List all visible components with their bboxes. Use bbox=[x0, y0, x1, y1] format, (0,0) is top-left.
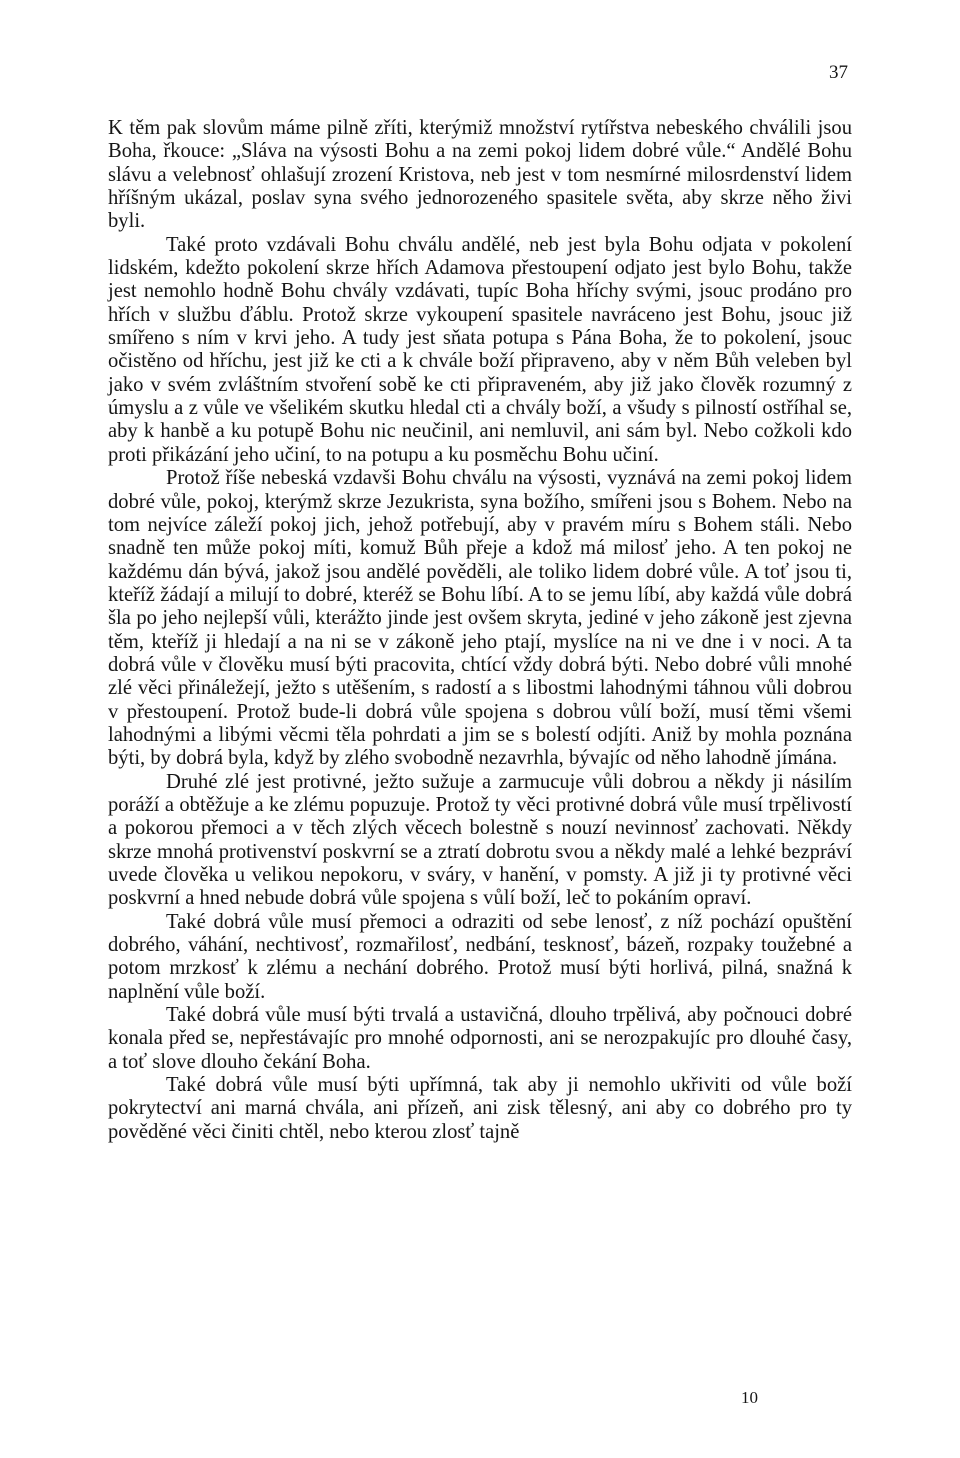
body-text bbox=[108, 117, 852, 1144]
signature-mark: 10 bbox=[741, 1388, 758, 1407]
paragraph: Také dobrá vůle musí přemoci a odraziti od sebe lenosť, z níž pochází opuštění dobrého, váhání, nechtivosť, rozmařilosť, nedbání, tesknosť, bázeň, rozpaky toužebné a potom mrzkosť k zlému a nechání dobrého. Protož musí býti horlivá, pilná, snažná k naplnění vůle boží. bbox=[108, 910, 852, 1003]
paragraph: Druhé zlé jest protivné, ježto sužuje a zarmucuje vůli dobrou a někdy ji násilím poráží a obtěžuje a ke zlému popuzuje. Protož ty věci protivné dobrá vůle musí trpělivostí a pokorou přemoci a v těch zlých věcech bolestně s nouzí nevinnosť zachovati. Někdy skrze mnohá protivenství poskvrní se a ztratí dobrotu svou a někdy malé a lehké bezpráví uvede člověka u velikou nepokoru, v sváry, v hanění, v pomsty. A již ji ty protivné věci poskvrní a hned nebude dobrá vůle spojena s vůlí boží, leč to pokáním opraví. bbox=[108, 770, 852, 910]
paragraph: Také dobrá vůle musí býti upřímná, tak aby ji nemohlo ukřiviti od vůle boží pokrytectví ani marná chvála, ani přízeň, ani zisk tělesný, ani aby co dobrého pro ty pověděné věci činiti chtěl, nebo kterou zlosť tajně bbox=[108, 1074, 852, 1143]
paragraph: Také dobrá vůle musí býti trvalá a ustavičná, dlouho trpělivá, aby počnouci dobré konala před se, nepřestávajíc pro mnohé odpornosti, ani se nerozpakujíc pro dlouhé časy, a toť slove dlouho čekání Boha. bbox=[108, 1004, 852, 1073]
paragraph: Také proto vzdávali Bohu chválu andělé, neb jest byla Bohu odjata v pokolení lidském, kdežto pokolení skrze hřích Adamova přestoupení odjato jest bylo Bohu, takže jest nemohlo hodně Bohu chvály vzdávati, tupíc Boha hříchy svými, jsouc prodáno pro hřích v službu ďáblu. Protož skrze vykoupení spasitele navráceno jest Bohu, jsouc již smířeno s ním v krvi jeho. A tudy jest sňata potupa s Pána Boha, že to pokolení, jsouc očistěno od hříchu, jest již ke cti a k chvále boží připraveno, aby v něm Bůh veleben byl jako v svém zvláštním stvoření sobě ke cti připraveném, aby již jako člověk rozumný z úmyslu a z vůle ve všelikém skutku hledal cti a chvály boží, a všudy s pilností ostříhal se, aby k hanbě a ku potupě Bohu nic neučinil, ani nemluvil, ani sám byl. Nebo cožkoli kdo proti přikázání jeho učiní, to na potupu a ku posměchu Bohu učiní. bbox=[108, 233, 852, 466]
paragraph: Protož říše nebeská vzdavši Bohu chválu na výsosti, vyznává na zemi pokoj lidem dobré vůle, pokoj, kterýmž skrze Jezukrista, syna božího, smířeni jsou s Bohem. Nebo na tom nejvíce záleží pokoj jich, jehož potřebují, aby v pravém míru s Bohem stáli. Nebo snadně ten může pokoj míti, komuž Bůh přeje a kdož má milosť jeho. A ten pokoj ne každému dán bývá, jakož jsou andělé pověděli, ale toliko lidem dobré vůle. A toť jsou ti, kteříž žádají a milují to dobré, kteréž se Bohu líbí. A to se jemu líbí, aby každá vůle dobrá šla po jeho nejlepší vůli, kterážto jinde jest ovšem skryta, jediné v jeho zákoně jest zjevna těm, kteříž ji hledají a na ni se v zákoně jeho ptají, myslíce na ni ve dne i v noci. A ta dobrá vůle v člověku musí býti pracovita, chtící vždy dobrá býti. Nebo dobré vůli mnohé zlé věci přináležejí, ježto s utěšením, s radostí a s libostmi lahodnými táhnou vůli dobrou v přestoupení. Protož bude-li dobrá vůle spojena s dobrou vůlí boží, musí těmi všemi lahodnými a libými věcmi těla pohrdati a jim se s bolestí odjíti. Aniž by mohla poznána býti, by dobrá byla, když by zlého svobodně nezavrhla, bývajíc od něho lahodně jímána. bbox=[108, 467, 852, 770]
page-number: 37 bbox=[829, 62, 848, 83]
paragraph: K těm pak slovům máme pilně zříti, kterýmiž množství rytířstva nebeského chválili jsou Boha, řkouce: „Sláva na výsosti Bohu a na zemi pokoj lidem dobré vůle.“ Andělé Bohu slávu a velebnosť ohlašují zrození Kristova, neb jest v tom nesmírné milosrdenství lidem hříšným ukázal, poslav syna svého jednorozeného spasitele světa, aby skrze něho živi byli. bbox=[108, 117, 852, 233]
